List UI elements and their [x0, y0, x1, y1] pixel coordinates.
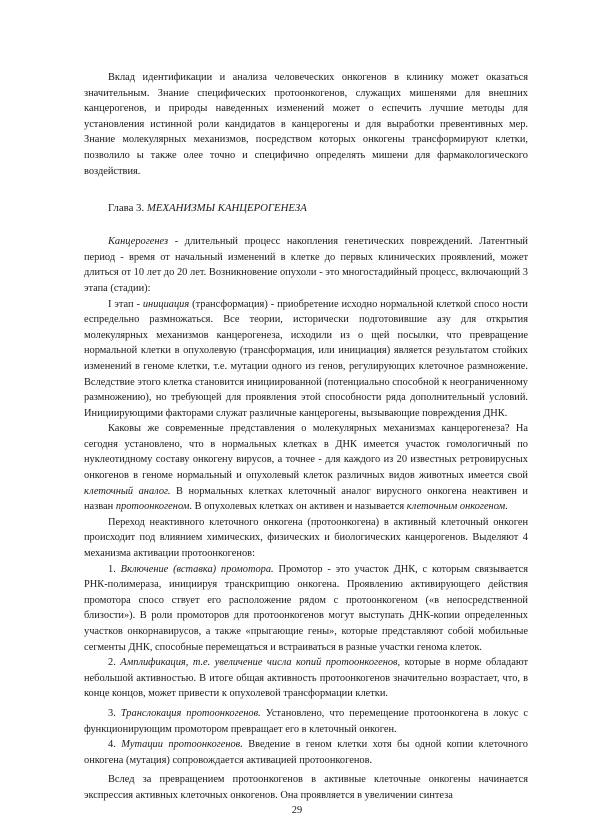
- item-number: 4.: [108, 739, 122, 751]
- paragraph-activation-transition: [84, 515, 528, 562]
- paragraph-molecular-mechanisms: [84, 421, 528, 515]
- page-number: 29: [291, 805, 303, 816]
- term-carcinogenesis: Канцерогенез: [108, 236, 169, 248]
- paragraph-expression: [84, 772, 528, 803]
- paragraph-text: Вслед за превращением протоонкогенов в активные клеточные онкогены начинается экспрессия активных клеточных онкогенов. Она проявляется в увеличении синтеза: [84, 774, 528, 801]
- paragraph-initiation: [84, 297, 528, 422]
- paragraph-text: Промотор - это участок ДНК, с которым связывается РНК-полимераза, инициируя транскрипцию онкогена. Проявлению активирующего действия промотора спосо ствует его расположение рядом с протоонкогеном («в непосредственной близости»). В роли промоторов для протоонкогенов могут выступать ДНК-копии определенных участков онкорнавирусов, а также «прыгающие гены», которые представляют собой мобильные сегменты ДНК, способные перемещаться и встраиваться в разные участки генома клеток.: [84, 563, 528, 653]
- paragraph-text: В нормальных клетках клеточный аналог вирусного онкогена неактивен и назван: [84, 485, 528, 513]
- chapter-prefix: Глава 3.: [108, 202, 145, 215]
- chapter-title: МЕХАНИЗМЫ КАНЦЕРОГЕНЕЗА: [146, 202, 307, 215]
- mechanism-item-mutation: [84, 737, 528, 768]
- item-number: 2.: [108, 657, 121, 669]
- paragraph-text: - длительный процесс накопления генетических повреждений. Латентный период - время от начальный изменений в клетке до первых клинических проявлений, может длиться от 10 лет до 20 лет. Возникновение опухоли - это многостадийный процесс, включающий 3 этапа (стадии):: [84, 236, 528, 294]
- term-promoter-insertion: Включение (вставка) промотора.: [120, 563, 274, 575]
- mechanism-item-translocation: [84, 706, 528, 737]
- mechanism-item-amplification: [84, 655, 528, 702]
- term-protooncogene: протоонкогеном: [115, 501, 190, 513]
- term-translocation: Транслокация протоонкогенов.: [120, 707, 261, 719]
- paragraph-carcinogenesis: [84, 234, 528, 296]
- term-cellular-analog: клеточный аналог.: [84, 485, 171, 497]
- paragraph-text: Переход неактивного клеточного онкогена (протоонкогена) в активный клеточный онкоген происходит под влиянием химических, физических и биологических канцерогенов. Выделяют 4 механизма активации протоонкогенов:: [84, 516, 528, 560]
- chapter-heading: [84, 201, 528, 216]
- term-initiation: инициация: [142, 298, 190, 310]
- paragraph-text: Установлено, что перемещение протоонкогена в локус с функционирующим промотором превращает его в клеточный онкоген.: [84, 707, 528, 735]
- item-number: 3.: [108, 707, 121, 719]
- intro-paragraph: [84, 70, 528, 179]
- term-cellular-oncogene: клеточным онкогеном: [406, 501, 506, 513]
- item-number: 1.: [108, 563, 121, 575]
- paragraph-text: . В опухолевых клетках он активен и называется: [189, 501, 407, 513]
- mechanism-item-promoter: [84, 562, 528, 656]
- page-body: [84, 70, 528, 804]
- term-amplification: Амплификация, т.е. увеличение числа копий протоонкогенов,: [120, 657, 401, 669]
- intro-text: Вклад идентификации и анализа человеческих онкогенов в клинику может оказаться значительным. Знание специфических протоонкогенов, служащих мишенями для внешних канцерогенов, и природы наведенных изменений может о еспечить лучшие методы для установления истинной роли кандидатов в канцерогены и для выработки превентивных мер. Знание молекулярных механизмов, посредством которых онкогены трансформируют клетки, позволило ы также олее точно и специфично определять мишени для фармакологического воздействия.: [84, 72, 528, 177]
- paragraph-text: (трансформация) - приобретение исходно нормальной клеткой спосо ности еспредельно размножаться. Все теории, исторически подготовившие азу для открытия молекулярных механизмов канцерогенеза, исходили из о щей посылки, что превращение нормальной клетки в опухолевую (трансформация, или инициация) является результатом стойких изменений в геноме клетки, т.е. мутации одного из генов, регулирующих клеточное размножение. Вследствие этого клетка становится инициированной (потенциально способной к неограниченному размножению), но требующей для проявления этой способности ряда дополнительный условий. Инициирующими факторами служат различные канцерогены, вызывающие повреждения ДНК.: [84, 298, 528, 419]
- stage-label: I этап -: [108, 298, 143, 310]
- paragraph-text: которые в норме обладают небольшой активностью. В итоге общая активность протоонкогенов значительно возрастает, что, в конце концов, может привести к опухолевой трансформации клетки.: [84, 657, 528, 700]
- paragraph-text: Каковы же современные представления о молекулярных механизмах канцерогенеза? На сегодня установлено, что в нормальных клетках в ДНК имеется участок гомологичный по нуклеотидному составу онкогену вирусов, а точнее - для каждого из 20 известных ретровирусных онкогенов в геноме нормальный и опухолевый клеток различных видов животных имеется свой: [84, 423, 528, 482]
- paragraph-text: .: [505, 501, 508, 513]
- term-mutation: Мутации протоонкогенов.: [121, 739, 243, 751]
- paragraph-text: Введение в геном клетки хотя бы одной копии клеточного онкогена (мутация) сопровождается активацией протоонкогенов.: [84, 739, 529, 766]
